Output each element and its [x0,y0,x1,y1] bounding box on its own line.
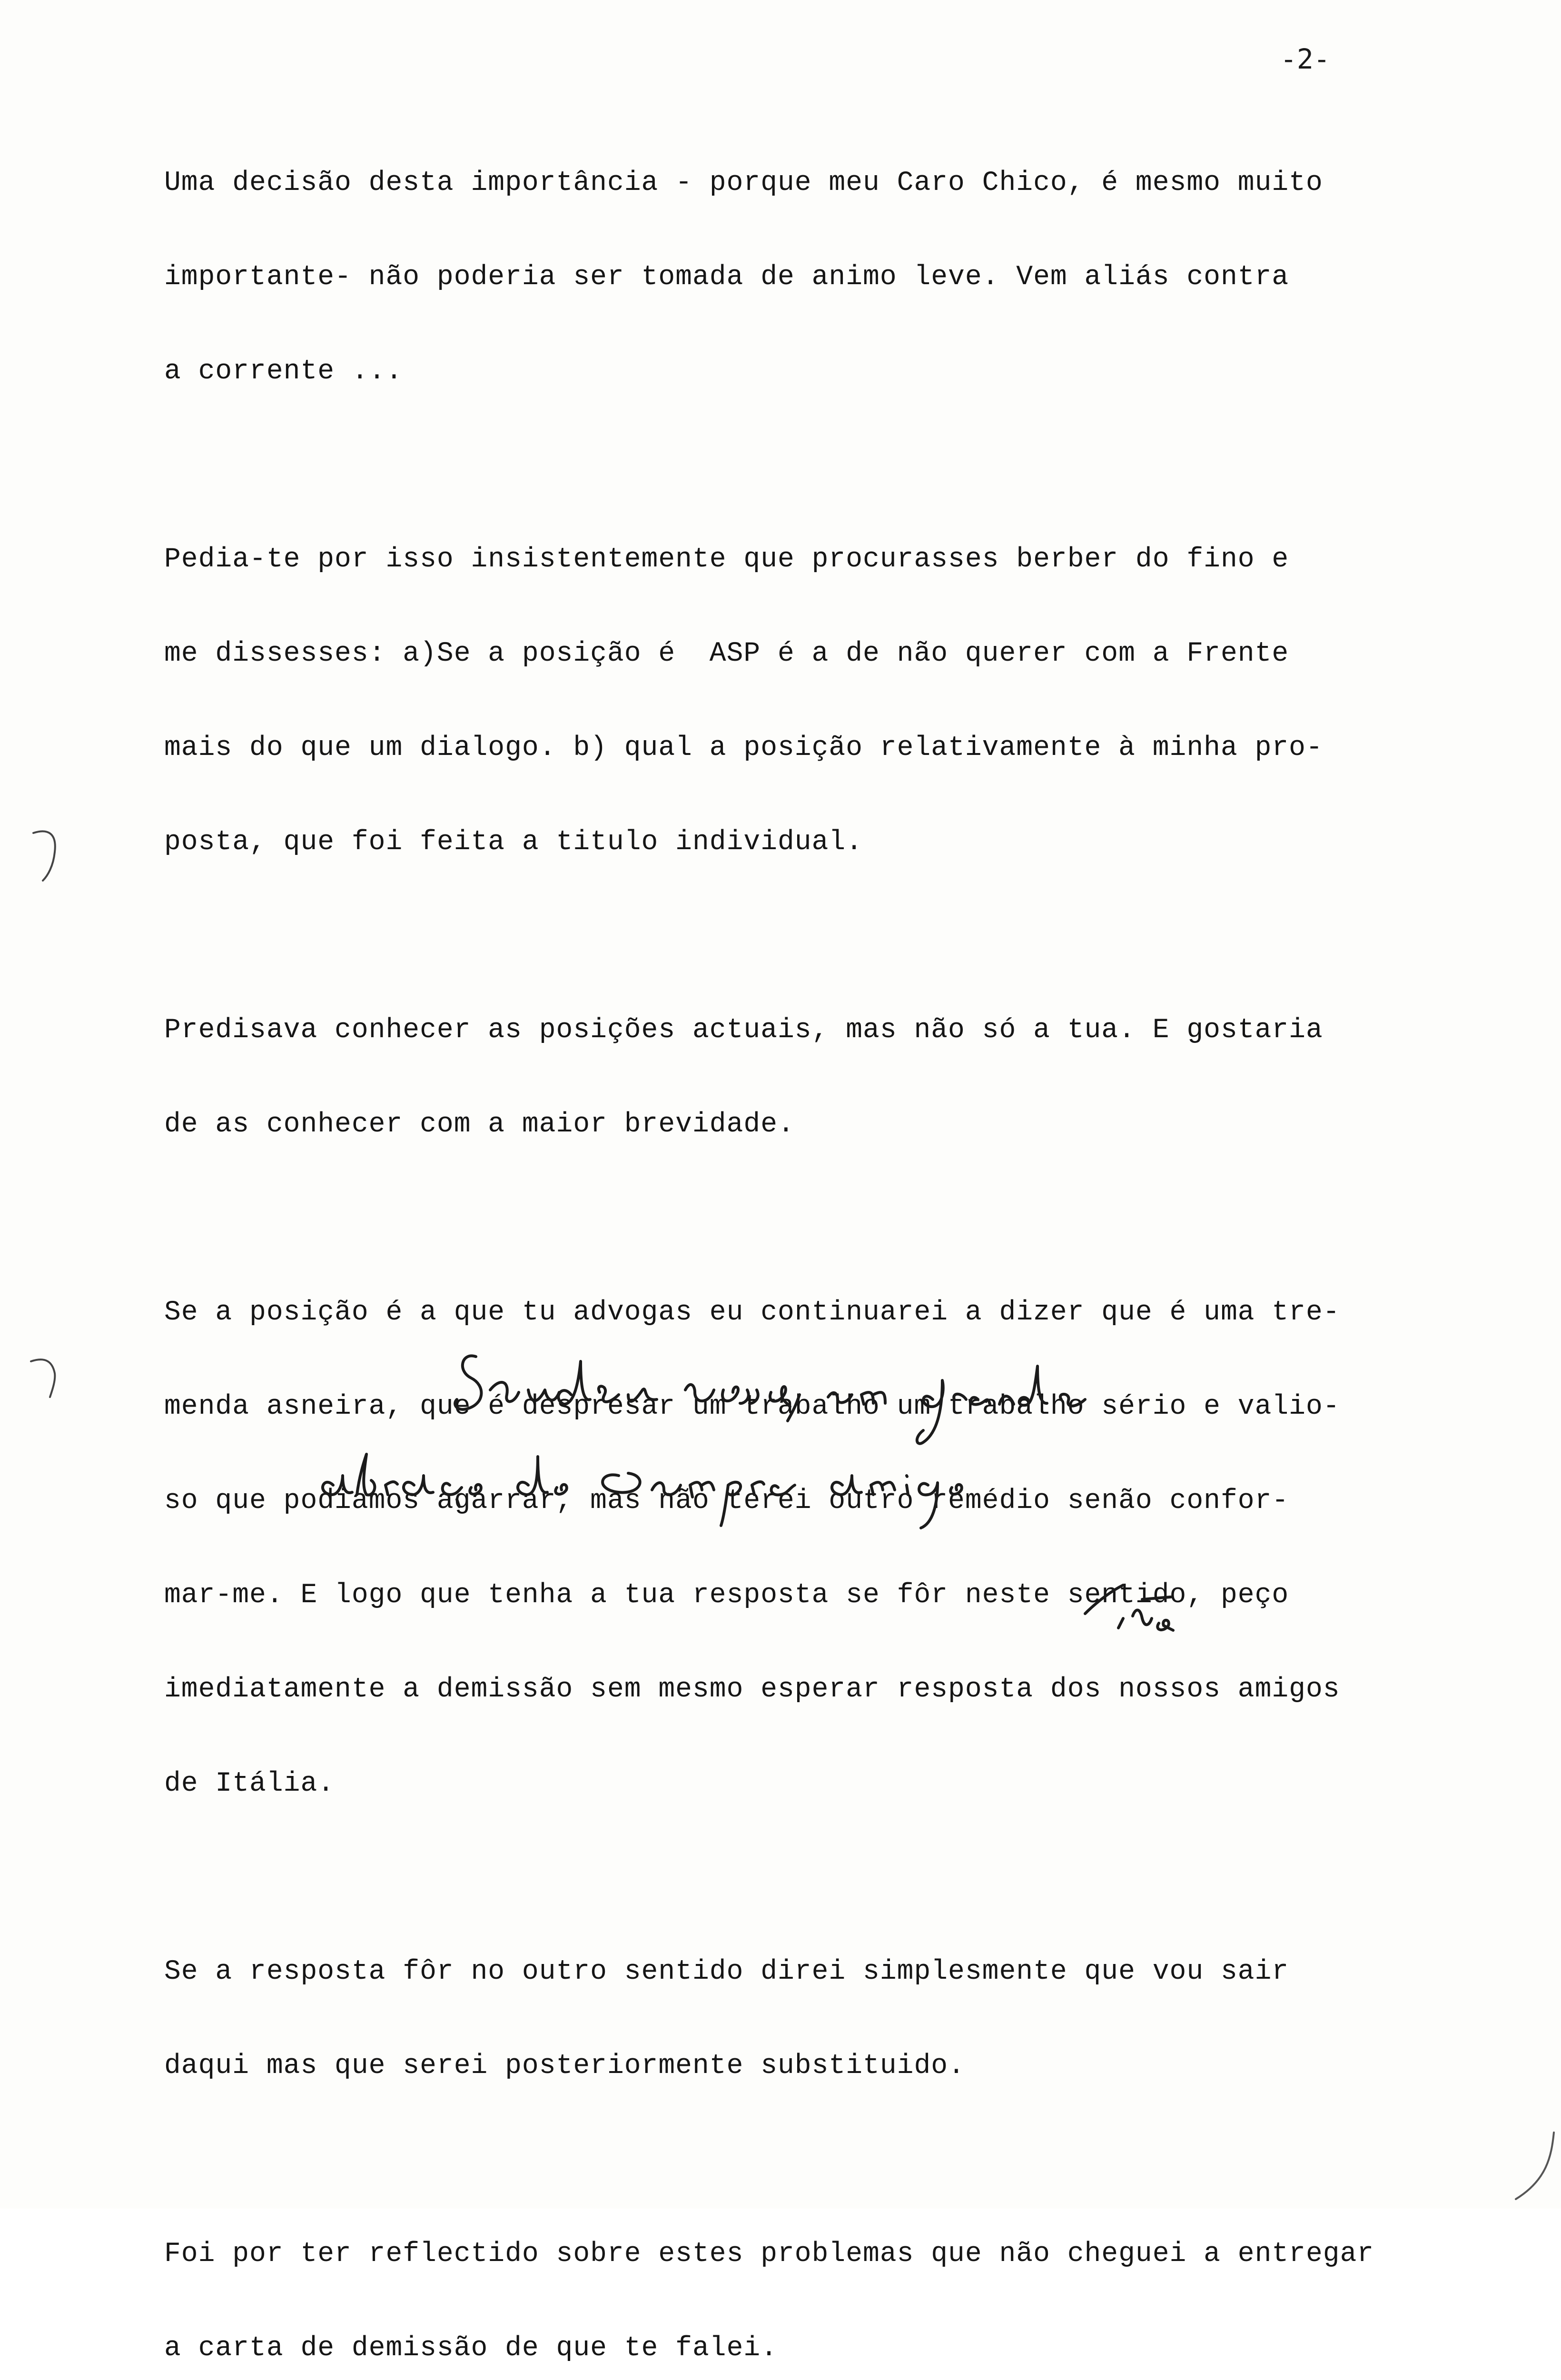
text-line: posta, que foi feita a titulo individual. [164,827,863,858]
text-line: Foi por ter reflectido sobre estes problemas que não cheguei a entregar [164,2239,1374,2270]
text-line: imediatamente a demissão sem mesmo esperar resposta dos nossos amigos [164,1674,1340,1705]
paragraph [164,481,1544,921]
text-line: Pedia-te por isso insistentemente que procurasses berber do fino e [164,544,1289,575]
page-number: -2- [1280,43,1330,75]
text-line: Se a posição é a que tu advogas eu continuarei a dizer que é uma tre- [164,1297,1340,1328]
handwriting-drawing [314,1333,1361,1676]
margin-mark [24,823,71,885]
paragraph [164,2176,1544,2380]
paragraph [164,952,1544,1203]
letter-body [164,105,1544,2380]
margin-mark [1511,2128,1559,2204]
text-line: mais do que um dialogo. b) qual a posição relativamente à minha pro- [164,733,1323,764]
text-line: importante- não poderia ser tomada de animo leve. Vem aliás contra [164,262,1289,293]
text-line: a corrente ... [164,356,403,387]
handwritten-closing [314,1333,1361,1676]
text-line: de as conhecer com a maior brevidade. [164,1109,795,1140]
text-line: Se a resposta fôr no outro sentido direi simplesmente que vou sair [164,1956,1289,1987]
text-line: daqui mas que serei posteriormente substituido. [164,2051,965,2082]
text-line: Uma decisão desta importância - porque meu Caro Chico, é mesmo muito [164,168,1323,198]
text-line: menda asneira, que é despresar um trabalho um trabalho sério e valio- [164,1391,1340,1422]
text-line: so que podiamos agarrar, mas não terei outro remédio senão confor- [164,1486,1289,1517]
text-line: de Itália. [164,1768,335,1799]
margin-mark [24,1352,71,1414]
text-line: a carta de demissão de que te falei. [164,2333,778,2364]
text-line: mar-me. E logo que tenha a tua resposta se fôr neste sentido, peço [164,1580,1289,1611]
paragraph [164,1894,1544,2145]
paragraph [164,105,1544,450]
text-line: me dissesses: a)Se a posição é ASP é a de não querer com a Frente [164,638,1289,669]
text-line: Predisava conhecer as posições actuais, mas não só a tua. E gostaria [164,1015,1323,1046]
